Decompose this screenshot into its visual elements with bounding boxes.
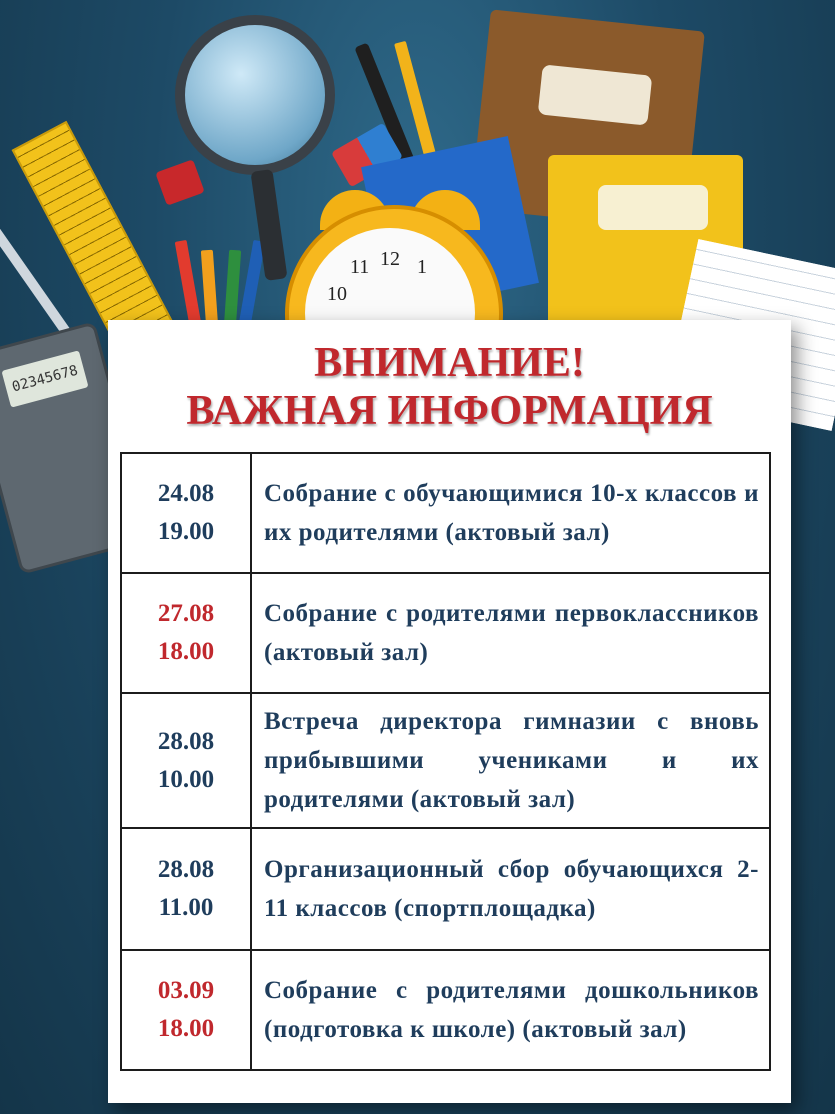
clock-number: 12 xyxy=(380,248,400,270)
event-date: 24.08 xyxy=(157,480,215,507)
notice-card xyxy=(108,320,791,1103)
event-description: Встреча директора гимназии с вновь прибывшими учениками и их родителями (актовый зал) xyxy=(251,693,770,828)
magnifier-icon xyxy=(175,15,335,175)
event-date: 28.08 xyxy=(157,727,215,755)
event-time: 10.00 xyxy=(157,765,215,793)
date-cell xyxy=(121,828,251,950)
notebook-label xyxy=(598,185,708,230)
event-description: Организационный сбор обучающихся 2-11 классов (спортплощадка) xyxy=(251,828,770,950)
date-cell xyxy=(121,453,251,573)
date-cell xyxy=(121,950,251,1070)
event-date: 03.09 xyxy=(157,977,215,1004)
event-description: Собрание с обучающимися 10-х классов и их родителями (актовый зал) xyxy=(251,453,770,573)
date-cell xyxy=(121,573,251,693)
event-date: 28.08 xyxy=(157,856,215,883)
event-time: 19.00 xyxy=(157,518,215,545)
date-cell xyxy=(121,693,251,828)
event-date: 27.08 xyxy=(157,600,215,627)
table-row xyxy=(121,693,770,828)
event-time: 18.00 xyxy=(157,1015,215,1042)
clock-number: 11 xyxy=(350,256,370,278)
schedule-table xyxy=(120,452,771,1071)
event-time: 11.00 xyxy=(158,894,214,921)
sharpener-icon xyxy=(155,159,205,206)
event-description: Собрание с родителями дошкольников (подготовка к школе) (актовый зал) xyxy=(251,950,770,1070)
event-time: 18.00 xyxy=(157,638,215,665)
calculator-display: 02345678 xyxy=(1,350,88,407)
title-attention: ВНИМАНИЕ! xyxy=(314,340,585,386)
title-important-info: ВАЖНАЯ ИНФОРМАЦИЯ xyxy=(186,388,713,434)
clock-number: 1 xyxy=(417,256,427,278)
table-row xyxy=(121,950,770,1070)
clock-number: 10 xyxy=(327,283,347,305)
table-row xyxy=(121,828,770,950)
table-row xyxy=(121,453,770,573)
table-row xyxy=(121,573,770,693)
event-description: Собрание с родителями первоклассников (актовый зал) xyxy=(251,573,770,693)
